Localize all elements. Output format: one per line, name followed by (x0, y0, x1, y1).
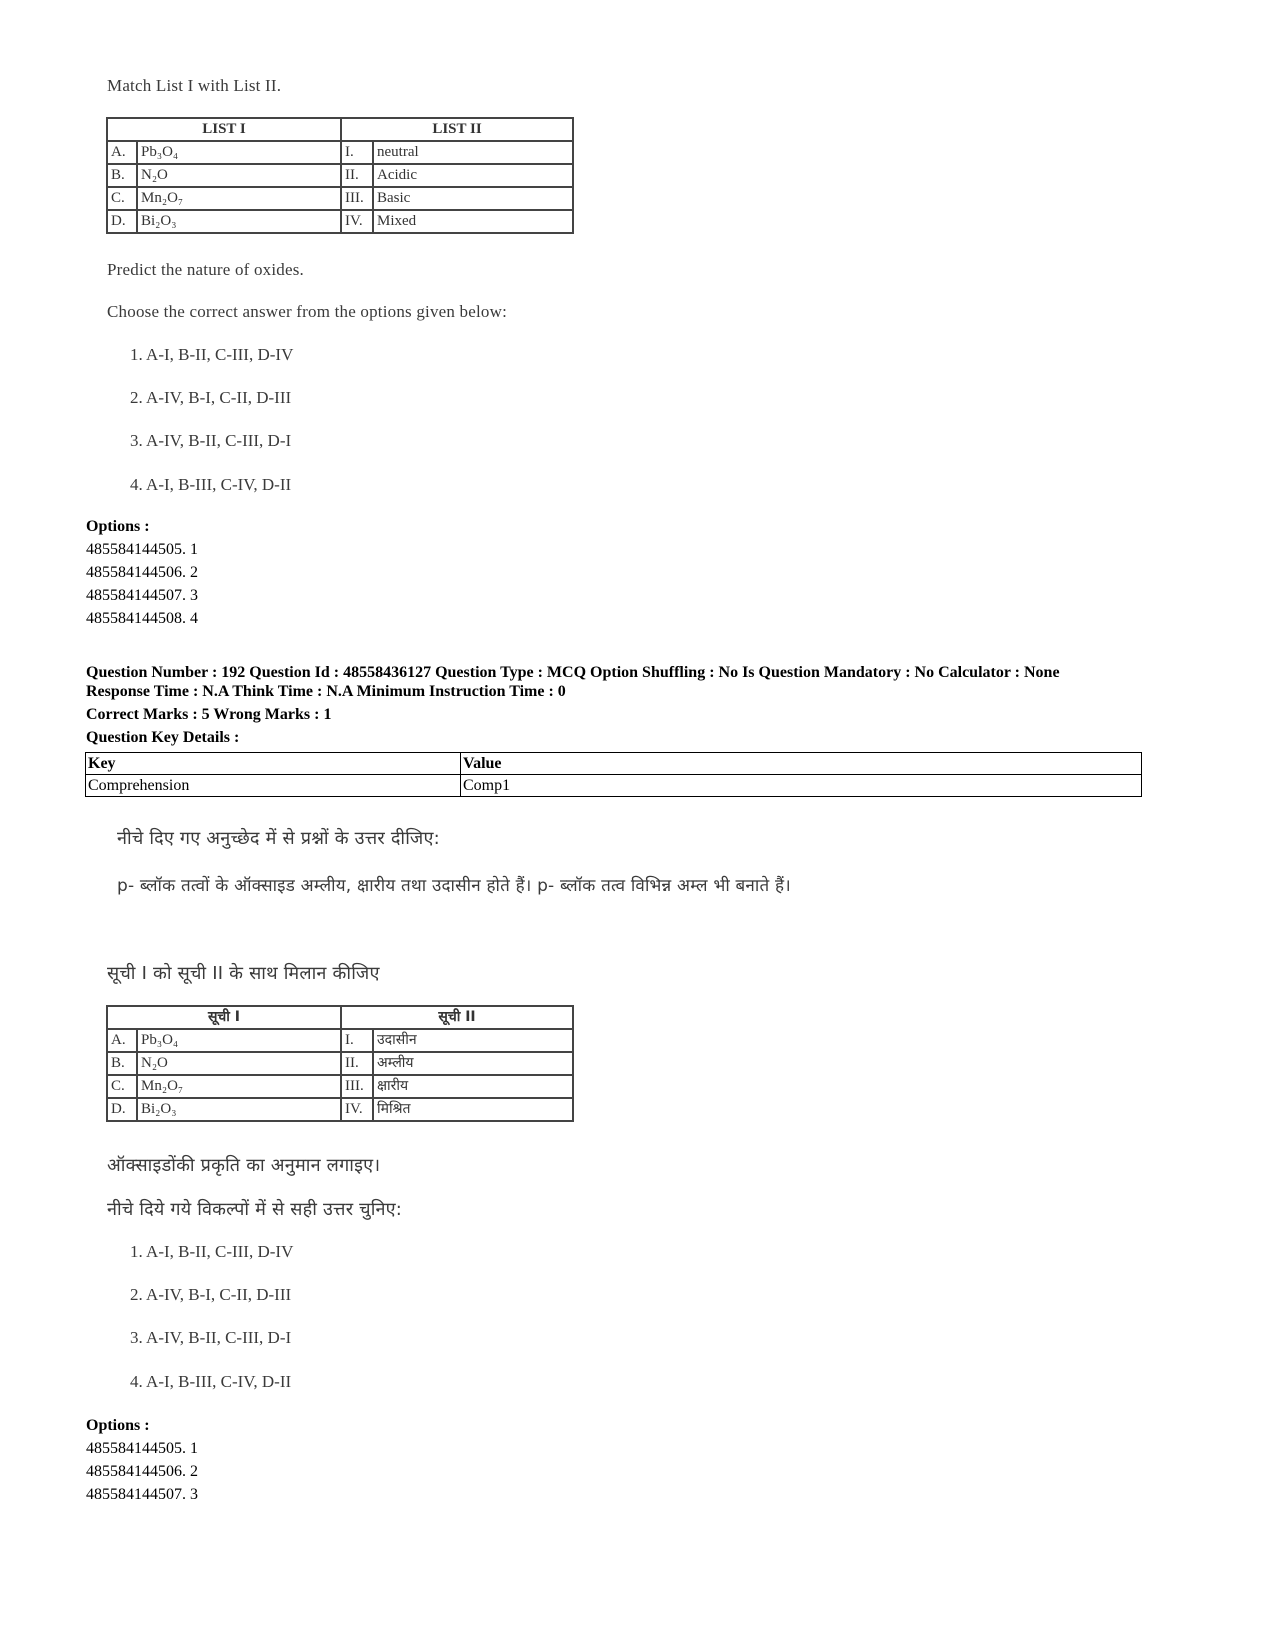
row-label: B. (107, 164, 137, 187)
oxide-formula: N₂O (137, 1052, 341, 1075)
q2-option-1: 485584144505. 1 (86, 1440, 198, 1457)
table-row (86, 775, 1142, 797)
row-label: A. (107, 1029, 137, 1052)
q1-choice-3: 3. A-IV, B-II, C-III, D-I (130, 431, 292, 450)
oxide-nature: उदासीन (373, 1029, 573, 1052)
q2-option-3: 485584144507. 3 (86, 1486, 198, 1503)
table-row (107, 1075, 573, 1098)
value-header: Value (461, 753, 1142, 775)
oxide-formula: N₂O (137, 164, 341, 187)
q1-choice-1: 1. A-I, B-II, C-III, D-IV (130, 345, 294, 364)
oxide-formula: Bi₂O₃ (137, 210, 341, 233)
table-row (107, 141, 573, 164)
q1-predict: Predict the nature of oxides. (107, 260, 304, 279)
oxide-nature: Basic (373, 187, 573, 210)
oxide-formula: Bi₂O₃ (137, 1098, 341, 1121)
q2-match-table (106, 1005, 574, 1122)
row-label: III. (341, 1075, 373, 1098)
table-row (107, 1052, 573, 1075)
list2-header: सूची II (341, 1006, 573, 1029)
q1-option-3: 485584144507. 3 (86, 587, 198, 604)
oxide-nature: क्षारीय (373, 1075, 573, 1098)
q2-predict: ऑक्साइडोंकी प्रकृति का अनुमान लगाइए। (107, 1155, 381, 1176)
q1-option-2: 485584144506. 2 (86, 564, 198, 581)
q1-options-label: Options : (86, 518, 150, 535)
q1-choice-2: 2. A-IV, B-I, C-II, D-III (130, 388, 292, 407)
q2-choice-3: 3. A-IV, B-II, C-III, D-I (130, 1328, 292, 1347)
row-label: D. (107, 1098, 137, 1121)
table-row (107, 164, 573, 187)
q1-option-1: 485584144505. 1 (86, 541, 198, 558)
q2-key-details-label: Question Key Details : (86, 729, 240, 746)
row-label: II. (341, 1052, 373, 1075)
row-label: B. (107, 1052, 137, 1075)
oxide-nature: Mixed (373, 210, 573, 233)
row-label: III. (341, 187, 373, 210)
oxide-formula: Pb₃O₄ (137, 1029, 341, 1052)
oxide-nature: अम्लीय (373, 1052, 573, 1075)
oxide-formula: Pb₃O₄ (137, 141, 341, 164)
row-label: I. (341, 1029, 373, 1052)
q2-choice-4: 4. A-I, B-III, C-IV, D-II (130, 1372, 292, 1391)
table-header-row (86, 753, 1142, 775)
q2-choice-1: 1. A-I, B-II, C-III, D-IV (130, 1242, 294, 1261)
key-header: Key (86, 753, 461, 775)
q1-choose: Choose the correct answer from the options given below: (107, 302, 508, 321)
row-label: C. (107, 1075, 137, 1098)
q2-meta-line-1: Question Number : 192 Question Id : 48558436127 Question Type : MCQ Option Shuffling : No Is Question Mandatory : No Calculator : None (86, 664, 1060, 681)
table-row (107, 1098, 573, 1121)
oxide-nature: neutral (373, 141, 573, 164)
q2-key-table (85, 752, 1142, 797)
q2-meta-line-2: Response Time : N.A Think Time : N.A Minimum Instruction Time : 0 (86, 683, 566, 700)
oxide-nature: मिश्रित (373, 1098, 573, 1121)
q2-options-label: Options : (86, 1417, 150, 1434)
q1-choice-4: 4. A-I, B-III, C-IV, D-II (130, 475, 292, 494)
list1-header: LIST I (107, 118, 341, 141)
q2-marks: Correct Marks : 5 Wrong Marks : 1 (86, 706, 332, 723)
oxide-formula: Mn₂O₇ (137, 1075, 341, 1098)
row-label: I. (341, 141, 373, 164)
row-label: A. (107, 141, 137, 164)
q2-choice-2: 2. A-IV, B-I, C-II, D-III (130, 1285, 292, 1304)
row-label: IV. (341, 1098, 373, 1121)
row-label: IV. (341, 210, 373, 233)
list2-header: LIST II (341, 118, 573, 141)
q1-match-table (106, 117, 574, 234)
table-row (107, 1029, 573, 1052)
row-label: C. (107, 187, 137, 210)
q2-passage-text: p- ब्लॉक तत्वों के ऑक्साइड अम्लीय, क्षारीय तथा उदासीन होते हैं। p- ब्लॉक तत्व विभिन्न अम्ल भी बनाते हैं। (117, 876, 791, 896)
q2-passage-title: नीचे दिए गए अनुच्छेद में से प्रश्नों के उत्तर दीजिए: (117, 828, 440, 849)
q1-intro: Match List I with List II. (107, 76, 282, 95)
q2-option-2: 485584144506. 2 (86, 1463, 198, 1480)
table-row (107, 187, 573, 210)
row-label: D. (107, 210, 137, 233)
q1-option-4: 485584144508. 4 (86, 610, 198, 627)
table-row (107, 210, 573, 233)
oxide-formula: Mn₂O₇ (137, 187, 341, 210)
key-cell: Comprehension (86, 775, 461, 797)
list1-header: सूची I (107, 1006, 341, 1029)
value-cell: Comp1 (461, 775, 1142, 797)
row-label: II. (341, 164, 373, 187)
q2-choose: नीचे दिये गये विकल्पों में से सही उत्तर चुनिए: (107, 1199, 403, 1220)
q2-intro: सूची I को सूची II के साथ मिलान कीजिए (107, 963, 380, 984)
oxide-nature: Acidic (373, 164, 573, 187)
